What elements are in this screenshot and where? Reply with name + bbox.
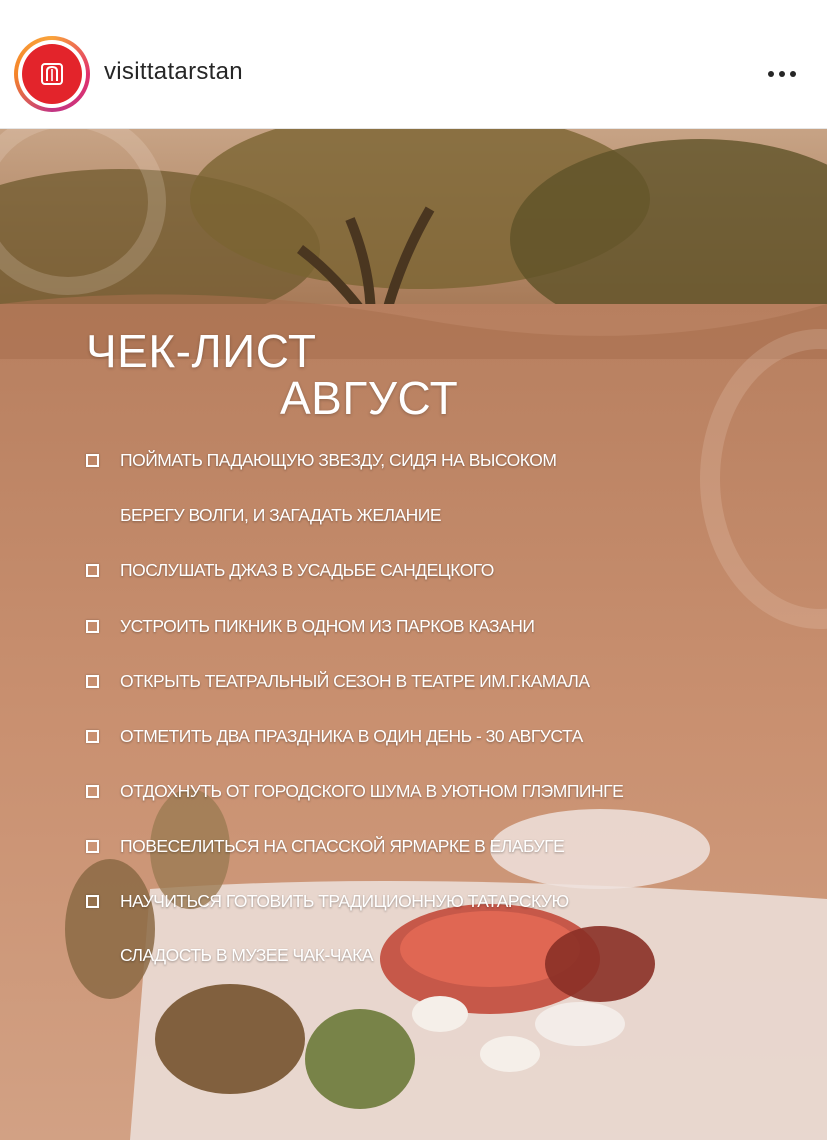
checkbox-icon	[86, 785, 99, 798]
checklist-item	[86, 666, 590, 696]
checklist-item	[86, 611, 535, 641]
checklist-item	[86, 445, 556, 475]
checklist-item-text: ОТКРЫТЬ ТЕАТРАЛЬНЫЙ СЕЗОН В ТЕАТРЕ ИМ.Г.КАМАЛА	[120, 670, 590, 691]
more-options-button[interactable]	[764, 62, 800, 86]
checklist-item-continuation: СЛАДОСТЬ В МУЗЕЕ ЧАК-ЧАКА	[120, 945, 374, 965]
checklist-subtitle: АВГУСТ	[280, 372, 459, 424]
checklist-item-continuation: БЕРЕГУ ВОЛГИ, И ЗАГАДАТЬ ЖЕЛАНИЕ	[120, 505, 442, 525]
checklist-item	[86, 555, 494, 585]
checkbox-icon	[86, 730, 99, 743]
checkbox-icon	[86, 895, 99, 908]
checklist-item-text: ПОВЕСЕЛИТЬСЯ НА СПАССКОЙ ЯРМАРКЕ В ЕЛАБУГЕ	[120, 835, 565, 856]
post-header	[0, 0, 827, 129]
checklist-title: ЧЕК-ЛИСТ	[86, 325, 317, 377]
checklist-item-text: УСТРОИТЬ ПИКНИК В ОДНОМ ИЗ ПАРКОВ КАЗАНИ	[120, 615, 535, 636]
checkbox-icon	[86, 454, 99, 467]
username[interactable]: visittatarstan	[104, 58, 243, 85]
checklist-item	[86, 831, 564, 861]
checklist-item-text: ОТДОХНУТЬ ОТ ГОРОДСКОГО ШУМА В УЮТНОМ ГЛЭМПИНГЕ	[120, 780, 624, 801]
checklist-item-text: ПОСЛУШАТЬ ДЖАЗ В УСАДЬБЕ САНДЕЦКОГО	[120, 559, 494, 580]
checklist-item	[86, 776, 623, 806]
more-horizontal-icon	[768, 71, 774, 77]
avatar-story-ring[interactable]	[14, 36, 90, 112]
checklist-item-text: НАУЧИТЬСЯ ГОТОВИТЬ ТРАДИЦИОННУЮ ТАТАРСКУЮ	[120, 890, 569, 911]
tatarstan-logo-icon	[39, 61, 65, 87]
checklist-item-text: ПОЙМАТЬ ПАДАЮЩУЮ ЗВЕЗДУ, СИДЯ НА ВЫСОКОМ	[120, 449, 557, 470]
checkbox-icon	[86, 564, 99, 577]
checklist-item	[86, 721, 583, 751]
checkbox-icon	[86, 675, 99, 688]
checklist-item-text: ОТМЕТИТЬ ДВА ПРАЗДНИКА В ОДИН ДЕНЬ - 30 АВГУСТА	[120, 725, 583, 746]
checklist-item	[86, 886, 569, 916]
checkbox-icon	[86, 620, 99, 633]
checkbox-icon	[86, 840, 99, 853]
avatar[interactable]	[22, 44, 82, 104]
post-image[interactable]	[0, 129, 827, 1140]
